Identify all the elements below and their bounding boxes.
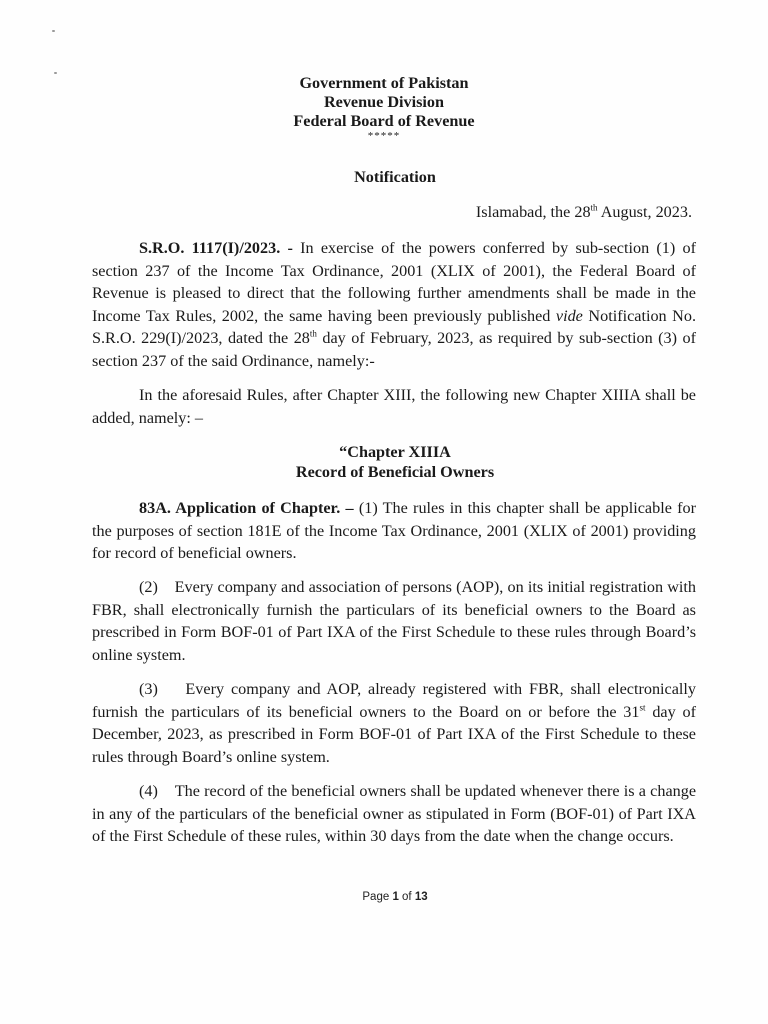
letterhead bbox=[0, 74, 768, 141]
rule-83a-heading: 83A. Application of Chapter. – bbox=[139, 499, 354, 517]
date-line: Islamabad, the 28th August, 2023. bbox=[475, 202, 692, 221]
subrule-number: (3) bbox=[139, 680, 158, 698]
header-government: Government of Pakistan bbox=[299, 74, 469, 92]
chapter-heading bbox=[0, 442, 768, 482]
page-number: Page 1 of 13 bbox=[362, 891, 428, 903]
subrule-4-paragraph: (4) The record of the beneficial owners shall be updated whenever there is a change in any of the particulars of the beneficial owner as stipulated in Form (BOF-01) of Part IXA of the First Schedule of these rules, within 30 days from the date when the change occurs. bbox=[92, 782, 696, 845]
aforesaid-paragraph: In the aforesaid Rules, after Chapter XIII, the following new Chapter XIIIA shall be added, namely: – bbox=[92, 386, 696, 427]
header-board: Federal Board of Revenue bbox=[293, 112, 475, 130]
chapter-subtitle: Record of Beneficial Owners bbox=[295, 463, 495, 481]
scan-speck bbox=[52, 30, 55, 32]
rule-83a-paragraph: 83A. Application of Chapter. – (1) The rules in this chapter shall be applicable for the purposes of section 181E of the Income Tax Ordinance, 2001 (XLIX of 2001) providing for record of beneficial owners. bbox=[92, 499, 696, 562]
subrule-2-paragraph: (2) Every company and association of persons (AOP), on its initial registration with FBR, shall electronically furnish the particulars of its beneficial owners to the Board as prescribed in Form BOF-01 of Part IXA of the First Schedule to these rules through Board’s online system. bbox=[92, 578, 697, 664]
sro-number: S.R.O. 1117(I)/2023. - bbox=[139, 239, 293, 257]
notification-title: Notification bbox=[354, 168, 436, 186]
subrule-number: (4) bbox=[139, 782, 158, 800]
chapter-title: “Chapter XIIIA bbox=[339, 443, 451, 461]
header-stars: ***** bbox=[367, 130, 401, 142]
subrule-3-paragraph: (3) Every company and AOP, already registered with FBR, shall electronically furnish the particulars of its beneficial owners to the Board on or before the 31st day of December, 2023, as prescribed in Form BOF-01 of Part IXA of the First Schedule to these rules through Board’s online system. bbox=[92, 680, 697, 766]
sro-paragraph: S.R.O. 1117(I)/2023. - In exercise of the powers conferred by sub-section (1) of section 237 of the Income Tax Ordinance, 2001 (XLIX of 2001), the Federal Board of Revenue is pleased to direct that the following further amendments shall be made in the Income Tax Rules, 2002, the same having been previously published vide Notification No. S.R.O. 229(I)/2023, dated the 28th day of February, 2023, as required by sub-section (3) of section 237 of the said Ordinance, namely:- bbox=[92, 239, 696, 370]
subrule-number: (2) bbox=[139, 578, 158, 596]
header-division: Revenue Division bbox=[323, 93, 445, 111]
